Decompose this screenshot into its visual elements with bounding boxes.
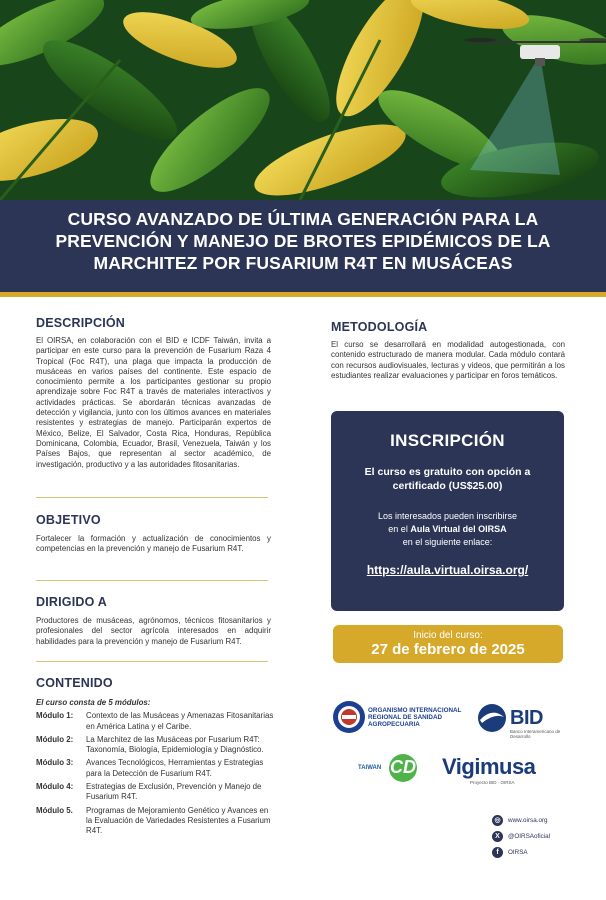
social-row[interactable] (492, 828, 592, 844)
registration-line (341, 523, 554, 536)
list-item (36, 758, 276, 779)
social-row[interactable] (492, 844, 592, 860)
objetivo-text: Fortalecer la formación y actualización de conocimientos y competencias en la prevención y manejo de Fusarium R4T. (36, 534, 271, 554)
facebook-text: OIRSA (508, 848, 528, 856)
facebook-icon: f (492, 847, 503, 858)
course-title-line-1: CURSO AVANZADO DE ÚLTIMA GENERACIÓN PARA LA (67, 209, 539, 229)
hero-image (0, 0, 606, 200)
divider (36, 497, 268, 498)
divider (36, 580, 268, 581)
metodologia-text: El curso se desarrollará en modalidad autogestionada, con contenido estructurado de manera modular. Cada módulo contará con recursos audiovisuales, lecturas y videos, que permitirán a los estudiantes realizar evaluaciones y participar en foros temáticos. (331, 340, 565, 380)
registration-pre: en el (388, 524, 411, 534)
bid-logo-icon (476, 703, 508, 733)
divider (36, 661, 268, 662)
module-text: La Marchitez de las Musáceas por Fusarium R4T: Taxonomía, Biología, Epidemiología y Diagnóstico. (86, 734, 264, 755)
start-date: 27 de febrero de 2025 (371, 641, 525, 658)
descripcion-text: El OIRSA, en colaboración con el BID e ICDF Taiwán, invita a participar en este curso para la prevención de Fusarium Raza 4 Tropical (Foc R4T), una plaga que impacta la producción de musáceas en varios países del continente. Este espacio de conocimiento permite a los participantes gestionar su propio aprendizaje sobre Foc R4T a través de materiales interactivos y actividades prácticas. Se abordarán técnicas avanzadas de detección y vigilancia, junto con los últimos avances en materiales resistentes y estrategias de manejo. Participarán expertos de México, Belize, El Salvador, Costa Rica, Honduras, República Dominicana, Colombia, Ecuador, Brasil, Venezuela, Taiwán y los Países Bajos, que representan al sector académico, de investigación, productivo y a las autoridades fitosanitarias. (36, 336, 271, 469)
aula-virtual-name: Aula Virtual del OIRSA (410, 524, 507, 534)
module-list (36, 698, 276, 840)
accent-bar (0, 292, 606, 297)
module-key: Módulo 5. (36, 805, 73, 815)
icdf-label: ICDF (385, 757, 427, 777)
start-label: Inicio del curso: (413, 630, 483, 641)
vigimusa-logo: Vigimusa (442, 754, 536, 779)
module-text: Contexto de las Musáceas y Amenazas Fitosanitarias en América Latina y el Caribe. (86, 711, 274, 731)
website-text: www.oirsa.org (508, 816, 548, 824)
bid-name: BID (510, 707, 543, 729)
dirigido-heading: DIRIGIDO A (36, 595, 107, 609)
module-key: Módulo 1: (36, 711, 74, 721)
module-key: Módulo 4: (36, 782, 74, 792)
x-icon: X (492, 831, 503, 842)
module-key: Módulo 3: (36, 758, 74, 768)
inscripcion-box (331, 411, 564, 611)
price-info (341, 465, 554, 493)
module-text: Avances Tecnológicos, Herramientas y Estrategias para la Detección de Fusarium R4T. (86, 758, 264, 778)
start-date-badge (333, 625, 563, 663)
dirigido-text: Productores de musáceas, agrónomos, técnicos fitosanitarios y profesionales del sector agrícola interesados en adquirir habilidades para la prevención y manejo de Fusarium R4T. (36, 616, 271, 646)
taiwan-label: TAIWAN (358, 765, 382, 771)
registration-line: Los interesados pueden inscribirse (377, 511, 518, 521)
price-line: certificado (US$25.00) (392, 480, 503, 492)
metodologia-heading: METODOLOGÍA (331, 320, 428, 334)
globe-icon: ◎ (492, 815, 503, 826)
module-intro: El curso consta de 5 módulos: (36, 698, 151, 707)
list-item (36, 735, 276, 756)
banana-leaves-illustration (0, 0, 606, 200)
registration-link[interactable]: https://aula.virtual.oirsa.org/ (366, 563, 529, 577)
x-handle-text: @OIRSAoficial (508, 832, 551, 840)
descripcion-heading: DESCRIPCIÓN (36, 316, 126, 330)
social-row[interactable] (492, 812, 592, 828)
registration-line: en el siguiente enlace: (402, 537, 493, 547)
module-text: Programas de Mejoramiento Genético y Avances en la Evaluación de Variedades Resistentes a Fusarium R4T. (86, 805, 271, 836)
bid-subtitle: Banco Interamericano de Desarrollo (510, 729, 561, 740)
list-item (36, 806, 276, 837)
course-title-line-2: PREVENCIÓN Y MANEJO DE BROTES EPIDÉMICOS DE LA (55, 231, 551, 251)
oirsa-logo-icon (332, 700, 366, 734)
contenido-heading: CONTENIDO (36, 676, 113, 690)
list-item (36, 782, 276, 803)
vigimusa-subtitle: Proyecto BID · OIRSA (470, 780, 515, 785)
registration-info (341, 510, 554, 549)
inscripcion-heading: INSCRIPCIÓN (390, 431, 505, 450)
objetivo-heading: OBJETIVO (36, 513, 101, 527)
course-title-line-3: MARCHITEZ POR FUSARIUM R4T EN MUSÁCEAS (93, 253, 513, 273)
social-links (492, 812, 592, 860)
module-text: Estrategias de Exclusión, Prevención y Manejo de Fusarium R4T. (86, 782, 262, 802)
price-line: El curso es gratuito con opción a (364, 466, 531, 478)
oirsa-name: ORGANISMO INTERNACIONAL REGIONAL DE SANIDAD AGROPECUARIA (368, 707, 462, 729)
course-title (30, 208, 576, 274)
module-key: Módulo 2: (36, 734, 74, 744)
list-item (36, 711, 276, 732)
